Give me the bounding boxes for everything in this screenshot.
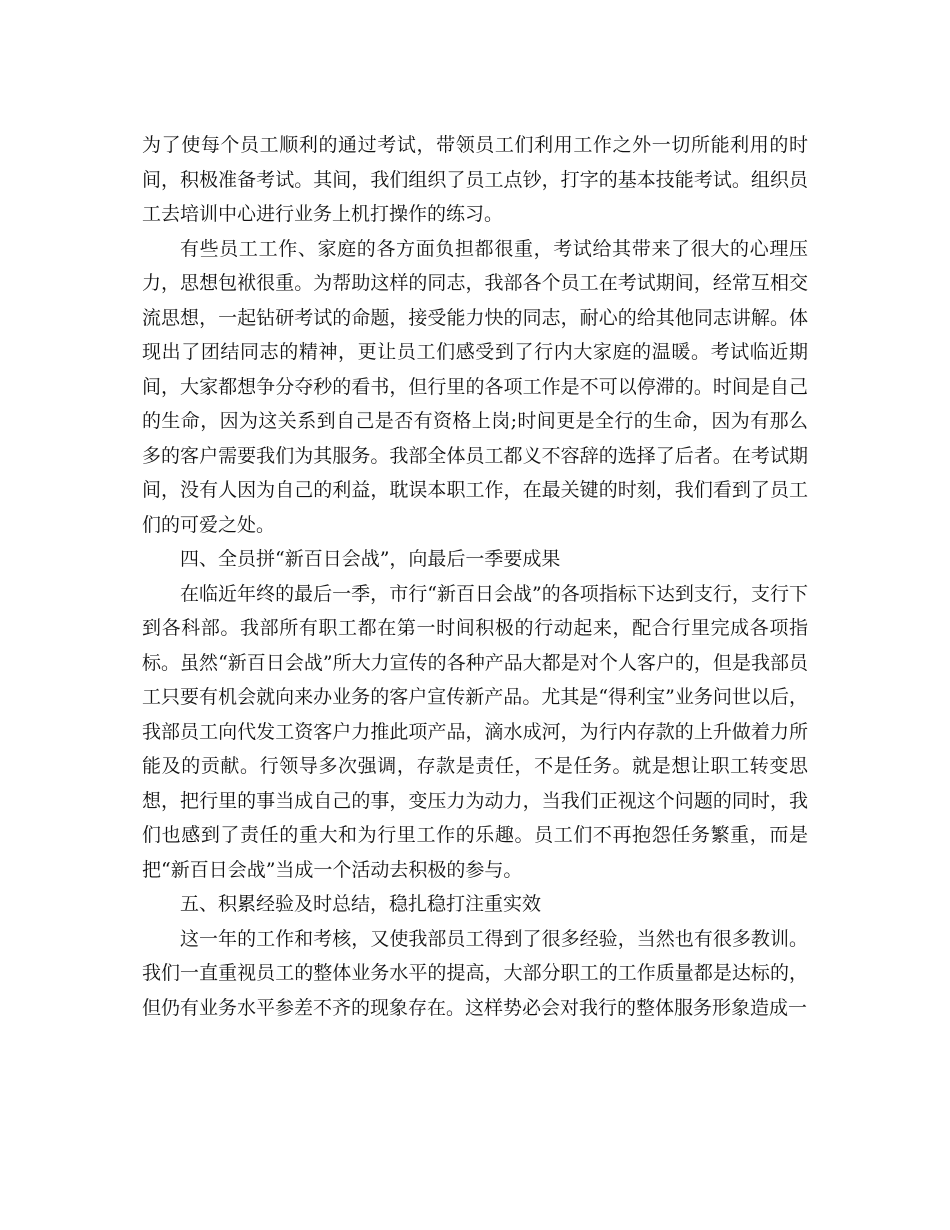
document-body [142,128,808,1025]
paragraph-experience-summary: 这一年的工作和考核，又使我部员工得到了很多经验，当然也有很多教训。我们一直重视员工的整体业务水平的提高，大部分职工的工作质量都是达标的，但仍有业务水平参差不齐的现象存在。这样势必会对我行的整体服务形象造成一 [142,927,808,1019]
paragraph-continuation: 为了使每个员工顺利的通过考试，带领员工们利用工作之外一切所能利用的时间，积极准备考试。其间，我们组织了员工点钞，打字的基本技能考试。组织员工去培训中心进行业务上机打操作的练习。 [142,134,808,225]
paragraph-hundred-day-campaign: 在临近年终的最后一季，市行“新百日会战”的各项指标下达到支行，支行下到各科部。我部所有职工都在第一时间积极的行动起来，配合行里完成各项指标。虽然“新百日会战”所大力宣传的各种产品大都是对个人客户的，但是我部员工只要有机会就向来办业务的客户宣传新产品。尤其是“得利宝”业务问世以后，我部员工向代发工资客户力推此项产品，滴水成河，为行内存款的上升做着力所能及的贡献。行领导多次强调，存款是责任，不是任务。就是想让职工转变思想，把行里的事当成自己的事，变压力为动力，当我们正视这个问题的同时，我们也感到了责任的重大和为行里工作的乐趣。员工们不再抱怨任务繁重，而是把“新百日会战”当成一个活动去积极的参与。 [142,582,808,881]
section-heading-4: 四、全员拼“新百日会战”，向最后一季要成果 [180,548,561,570]
paragraph-exam-support: 有些员工工作、家庭的各方面负担都很重，考试给其带来了很大的心理压力，思想包袱很重。为帮助这样的同志，我部各个员工在考试期间，经常互相交流思想，一起钻研考试的命题，接受能力快的同志，耐心的给其他同志讲解。体现出了团结同志的精神，更让员工们感受到了行内大家庭的温暖。考试临近期间，大家都想争分夺秒的看书，但行里的各项工作是不可以停滞的。时间是自己的生命，因为这关系到自己是否有资格上岗;时间更是全行的生命，因为有那么多的客户需要我们为其服务。我部全体员工都义不容辞的选择了后者。在考试期间，没有人因为自己的利益，耽误本职工作，在最关键的时刻，我们看到了员工们的可爱之处。 [142,237,808,536]
section-heading-5: 五、积累经验及时总结，稳扎稳打注重实效 [180,893,542,915]
